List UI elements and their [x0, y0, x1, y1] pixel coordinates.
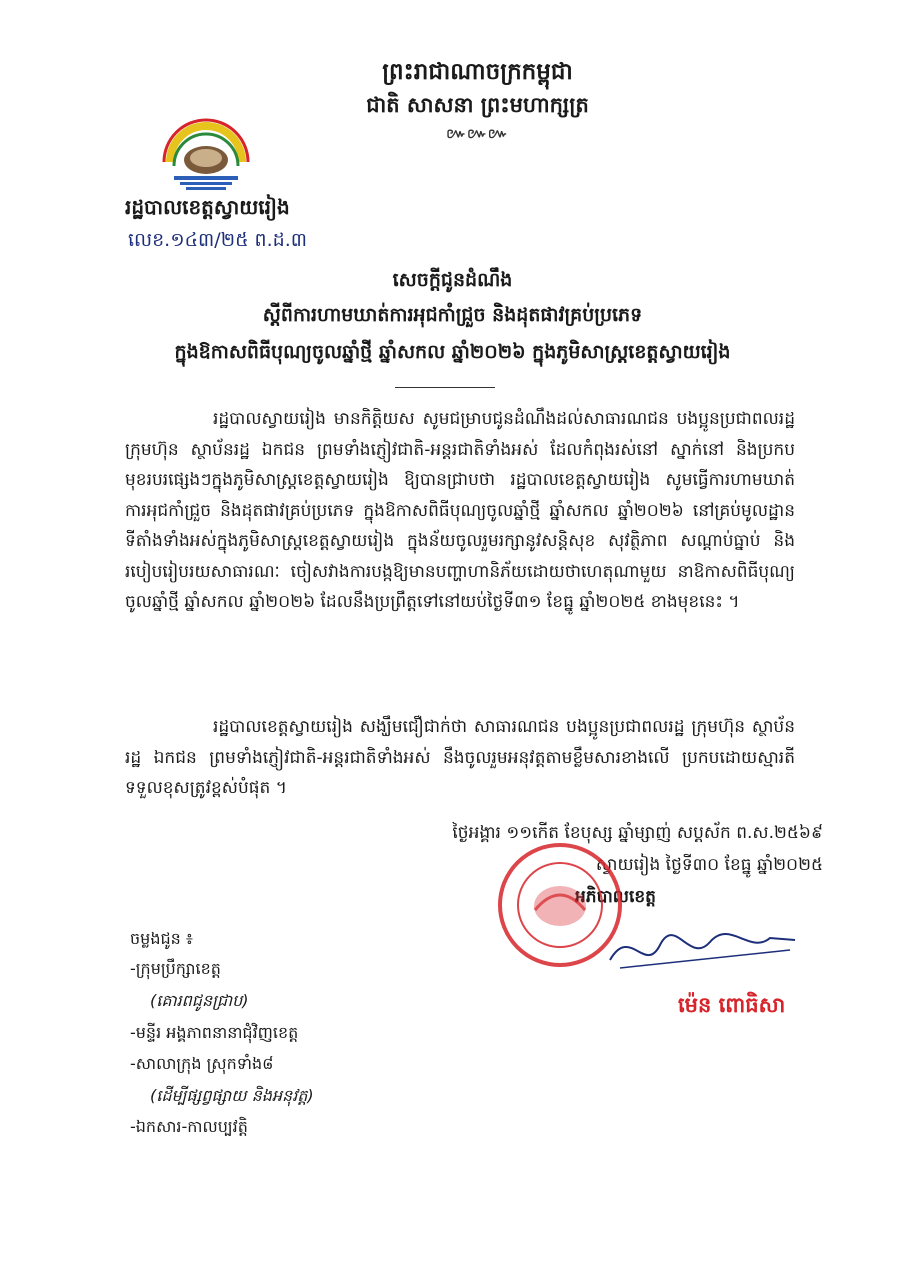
copies-item: -ក្រុមប្រឹក្សាខេត្ត [130, 959, 221, 978]
title-divider [395, 387, 495, 388]
copies-item-note: (គោរពជូនជ្រាប) [150, 991, 249, 1010]
reference-number: លេខ.១៤៣/២៥ ព.ដ.៣ [128, 229, 307, 251]
notice-title: សេចក្តីជូនដំណឹង [392, 269, 513, 291]
national-motto: ជាតិ សាសនា ព្រះមហាក្សត្រ [366, 93, 589, 117]
province-emblem-logo [160, 112, 252, 196]
lunar-date: ថ្ងៃអង្គារ ១១កើត ខែបុស្ស ឆ្នាំម្សាញ់ សប្តស័ក ព.ស.២៥៦៩ [452, 823, 823, 843]
ministry-name: រដ្ឋបាលខេត្តស្វាយរៀង [125, 195, 290, 219]
copies-item-note: (ដើម្បីផ្សព្វផ្សាយ និងអនុវត្ត) [150, 1086, 314, 1105]
signer-role: អភិបាលខេត្ត [575, 887, 656, 907]
copies-item: -សាលាក្រុង ស្រុកទាំង៨ [130, 1054, 274, 1073]
solar-date: ស្វាយរៀង ថ្ងៃទី៣០ ខែធ្នូ ឆ្នាំ២០២៥ [595, 855, 823, 875]
copies-item: -មន្ទីរ អង្គភាពនានាជុំវិញខេត្ត [130, 1023, 299, 1042]
notice-context: ក្នុងឱកាសពិធីបុណ្យចូលឆ្នាំថ្មី ឆ្នាំសកល ឆ្នាំ២០២៦ ក្នុងភូមិសាស្ត្រខេត្តស្វាយរៀង [174, 341, 731, 363]
copies-item: -ឯកសារ-កាលប្បវត្តិ [130, 1117, 248, 1136]
kingdom-title: ព្រះរាជាណាចក្រកម្ពុជា [382, 59, 573, 85]
signer-name: ម៉េន ពោធិសា [678, 993, 786, 1017]
body-paragraph-1: រដ្ឋបាលស្វាយរៀង មានកិត្តិយស សូមជម្រាបជូនដំណឹងដល់សាធារណជន បងប្អូនប្រជាពលរដ្ឋ ក្រុមហ៊ុន ស្ថាប័នរដ្ឋ ឯកជន ព្រមទាំងភ្ញៀវជាតិ-អន្តរជាតិទាំងអស់ ដែលកំពុងរស់នៅ ស្នាក់នៅ និងប្រកបមុខរបរផ្សេងៗក្នុងភូមិសាស្ត្រខេត្តស្វាយរៀង ឱ្យបានជ្រាបថា រដ្ឋបាលខេត្តស្វាយរៀង សូមធ្វើការហាមឃាត់ការអុជកាំជ្រួច និងដុតផាវគ្រប់ប្រភេទ ក្នុងឱកាសពិធីបុណ្យចូលឆ្នាំថ្មី ឆ្នាំសកល ឆ្នាំ២០២៦ នៅគ្រប់មូលដ្ឋានទីតាំងទាំងអស់ក្នុងភូមិសាស្ត្រខេត្តស្វាយរៀង ក្នុងន័យចូលរួមរក្សានូវសន្តិសុខ សុវត្ថិភាព សណ្តាប់ធ្នាប់ និងរបៀបរៀបរយសាធារណៈ ចៀសវាងការបង្កឱ្យមានបញ្ហាហានិភ័យដោយថាហេតុណាមួយ នាឱកាសពិធីបុណ្យចូលឆ្នាំថ្មី ឆ្នាំសកល ឆ្នាំ២០២៦ ដែលនឹងប្រព្រឹត្តទៅនៅយប់ថ្ងៃទី៣១ ខែធ្នូ ឆ្នាំ២០២៥ ខាងមុខនេះ ។ [125, 409, 795, 612]
notice-subject: ស្តីពីការហាមឃាត់ការអុជកាំជ្រួច និងដុតផាវគ្រប់ប្រភេទ [262, 304, 643, 326]
header-ornament: ៚៚៚ [446, 126, 509, 142]
handwritten-signature [600, 920, 800, 980]
copies-heading: ចម្លងជូន ៖ [130, 929, 193, 948]
body-paragraph-2: រដ្ឋបាលខេត្តស្វាយរៀង សង្ឃឹមជឿជាក់ថា សាធារណជន បងប្អូនប្រជាពលរដ្ឋ ក្រុមហ៊ុន ស្ថាប័នរដ្ឋ ឯកជន ព្រមទាំងភ្ញៀវជាតិ-អន្តរជាតិទាំងអស់ នឹងចូលរួមអនុវត្តតាមខ្លឹមសារខាងលើ ប្រកបដោយស្មារតីទទួលខុសត្រូវខ្ពស់បំផុត ។ [125, 717, 795, 798]
